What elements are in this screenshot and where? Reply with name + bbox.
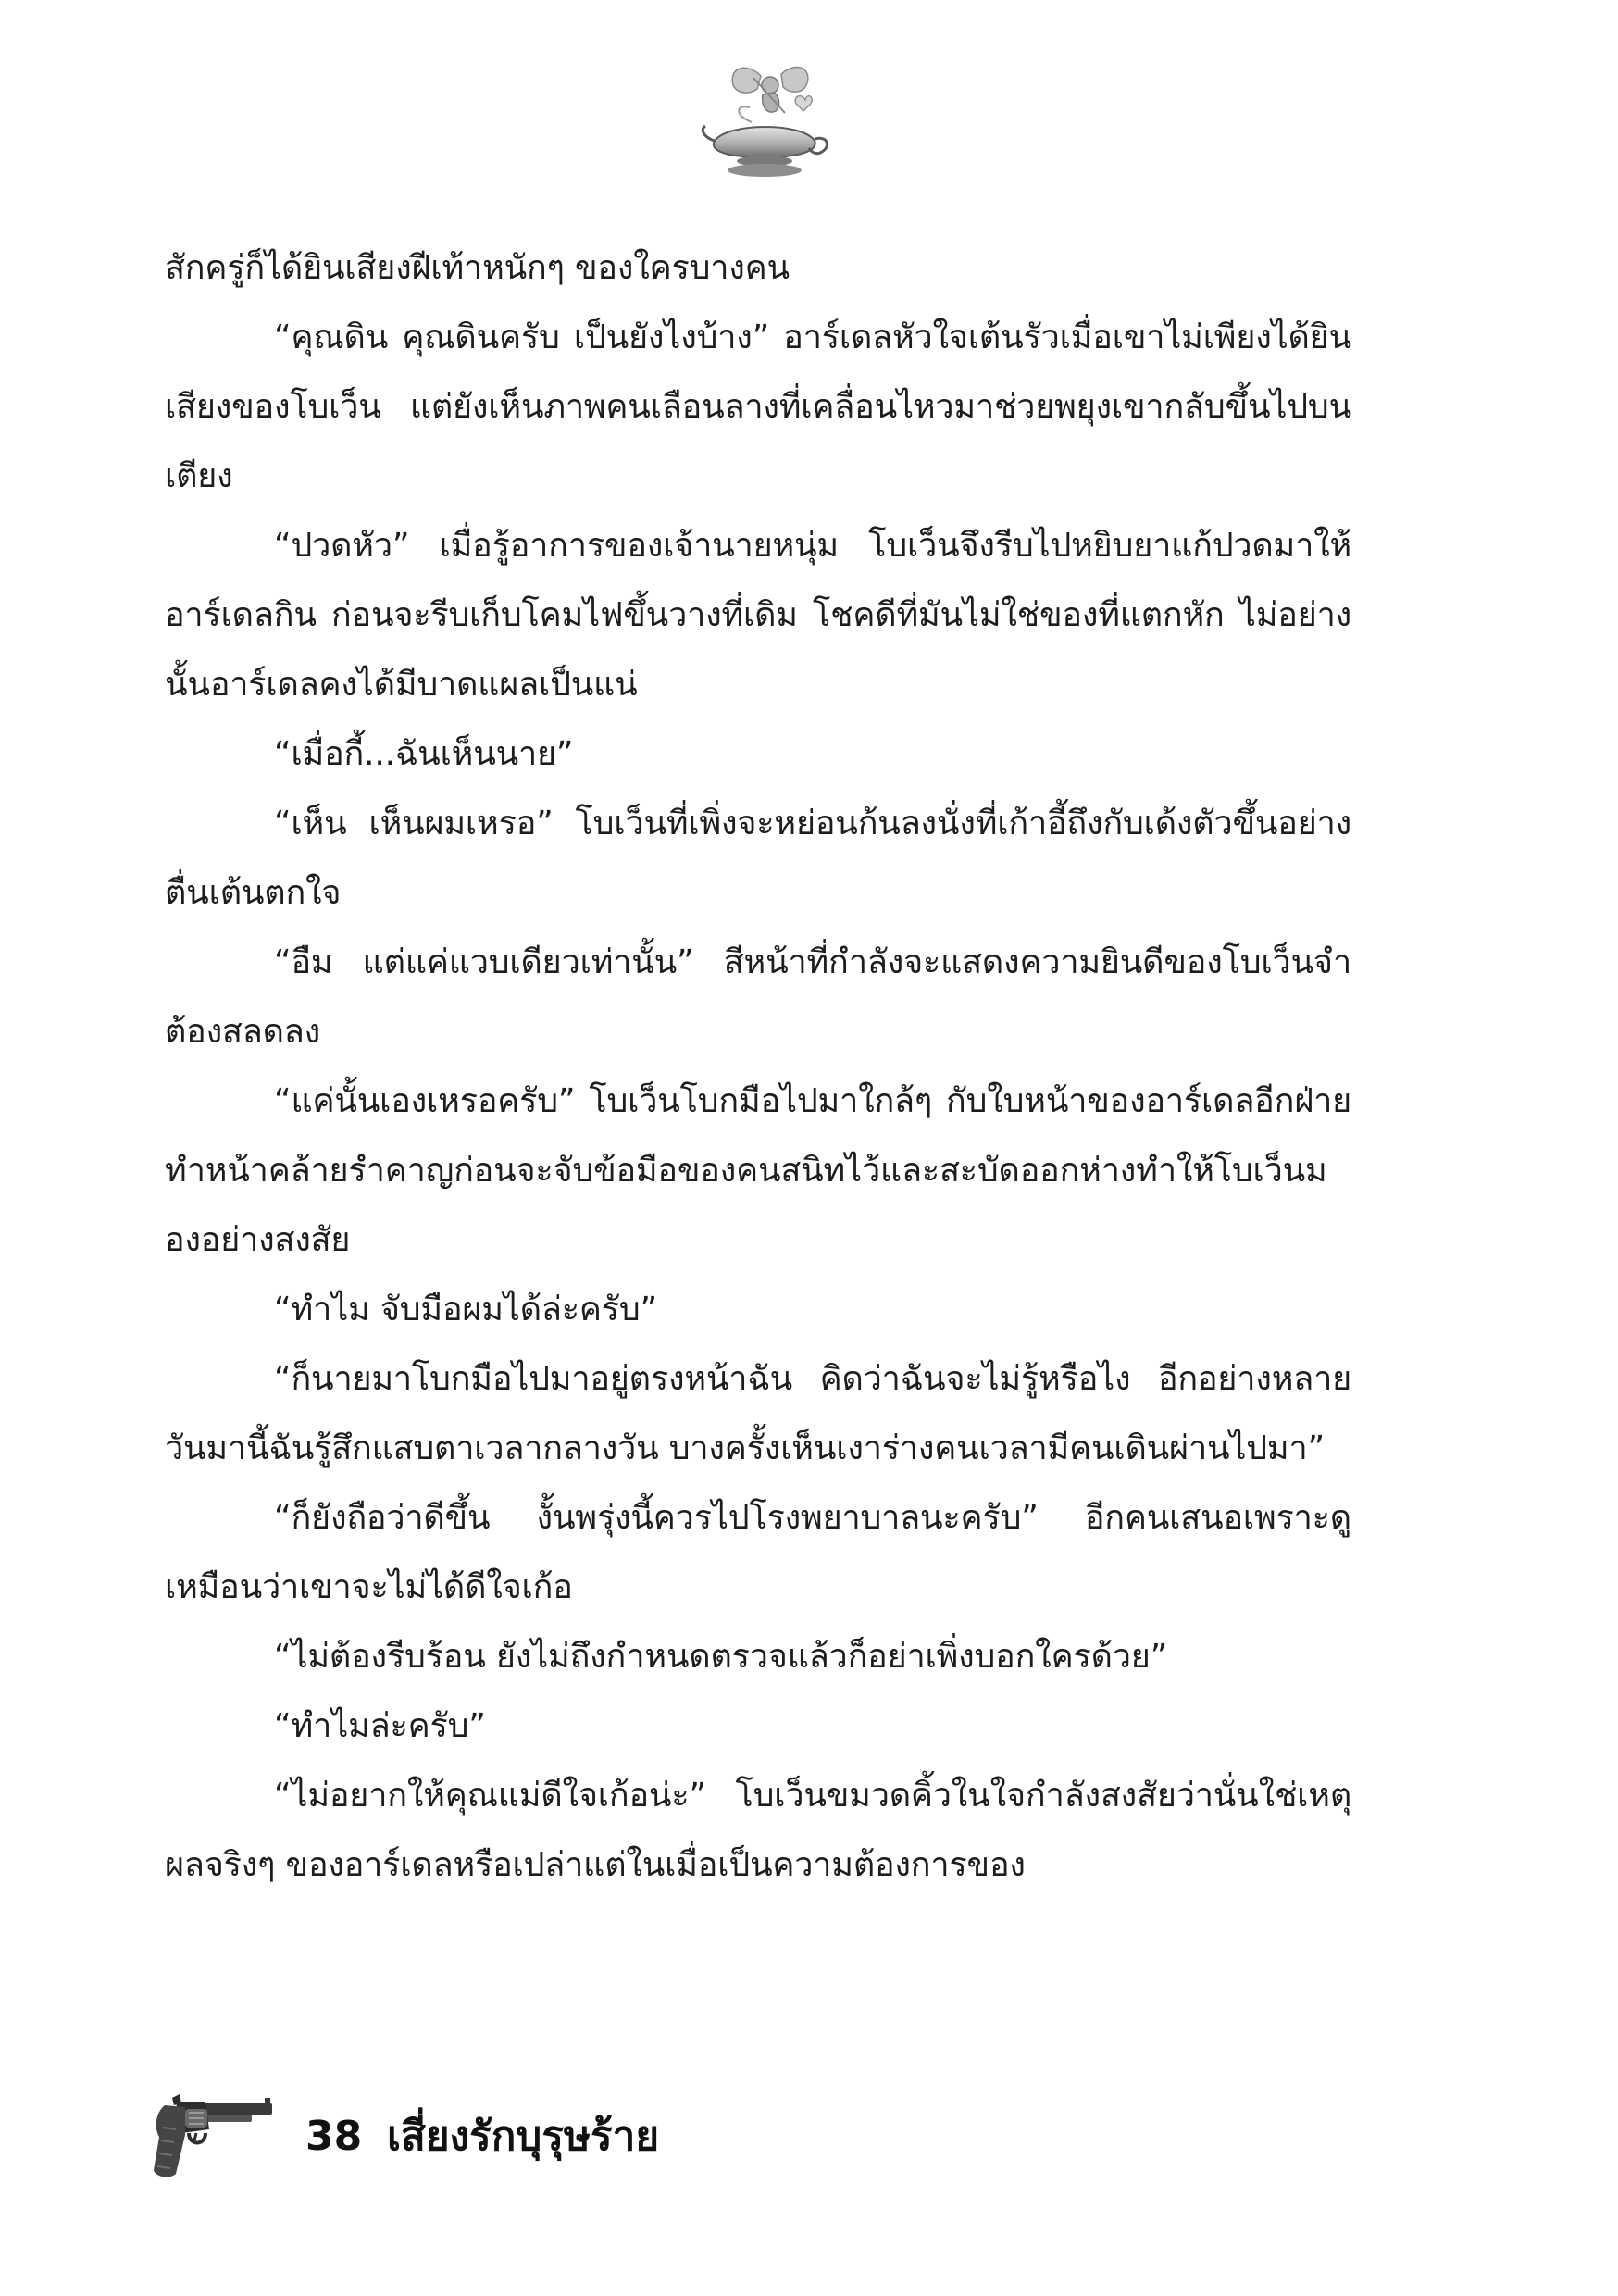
page-number: 38 bbox=[305, 2113, 363, 2160]
paragraph: “เห็น เห็นผมเหรอ” โบเว็นที่เพิ่งจะหย่อนก้นลงนั่งที่เก้าอี้ถึงกับเด้งตัวขึ้นอย่างตื่นเต้นตกใจ bbox=[165, 805, 1351, 912]
paragraph: “ไม่อยากให้คุณแม่ดีใจเก้อน่ะ” โบเว็นขมวดคิ้วในใจกำลังสงสัยว่านั่นใช่เหตุผลจริงๆ ของอาร์เดลหรือเปล่าแต่ในเมื่อเป็นความต้องการของ bbox=[165, 1777, 1351, 1884]
body-text bbox=[165, 233, 1351, 1900]
lamp-with-cupid-icon bbox=[696, 57, 835, 187]
paragraph: “ปวดหัว” เมื่อรู้อาการของเจ้านายหนุ่ม โบเว็นจึงรีบไปหยิบยาแก้ปวดมาให้อาร์เดลกิน ก่อนจะรีบเก็บโคมไฟขึ้นวางที่เดิม โชคดีที่มันไม่ใช่ของที่แตกหัก ไม่อย่างนั้นอาร์เดลคงได้มีบาดแผลเป็นแน่ bbox=[165, 527, 1351, 704]
page-footer bbox=[148, 2090, 981, 2192]
book-title: เสี่ยงรักบุรุษร้าย bbox=[387, 2113, 660, 2160]
revolver-icon bbox=[148, 2090, 276, 2181]
paragraph: “ไม่ต้องรีบร้อน ยังไม่ถึงกำหนดตรวจแล้วก็อย่าเพิ่งบอกใครด้วย” bbox=[274, 1638, 1168, 1676]
paragraph: “อืม แต่แค่แวบเดียวเท่านั้น” สีหน้าที่กำลังจะแสดงความยินดีของโบเว็นจำต้องสลดลง bbox=[165, 943, 1351, 1051]
paragraph: “ทำไม จับมือผมได้ล่ะครับ” bbox=[274, 1291, 657, 1329]
paragraph: “ก็ยังถือว่าดีขึ้น งั้นพรุ่งนี้ควรไปโรงพยาบาลนะครับ” อีกคนเสนอเพราะดูเหมือนว่าเขาจะไม่ได้ดีใจเก้อ bbox=[165, 1499, 1351, 1606]
paragraph: “ทำไมล่ะครับ” bbox=[274, 1707, 486, 1745]
paragraph: สักครู่ก็ได้ยินเสียงฝีเท้าหนักๆ ของใครบางคน bbox=[165, 249, 790, 287]
paragraph: “เมื่อกี้...ฉันเห็นนาย” bbox=[274, 735, 574, 773]
paragraph: “คุณดิน คุณดินครับ เป็นยังไงบ้าง” อาร์เดลหัวใจเต้นรัวเมื่อเขาไม่เพียงได้ยินเสียงของโบเว็น แต่ยังเห็นภาพคนเลือนลางที่เคลื่อนไหวมาช่วยพยุงเขากลับขึ้นไปบนเตียง bbox=[165, 318, 1351, 495]
paragraph: “ก็นายมาโบกมือไปมาอยู่ตรงหน้าฉัน คิดว่าฉันจะไม่รู้หรือไง อีกอย่างหลายวันมานี้ฉันรู้สึกแสบตาเวลากลางวัน บางครั้งเห็นเงาร่างคนเวลามีคนเดินผ่านไปมา” bbox=[165, 1360, 1351, 1467]
paragraph: “แค่นั้นเองเหรอครับ” โบเว็นโบกมือไปมาใกล้ๆ กับใบหน้าของอาร์เดลอีกฝ่ายทำหน้าคล้ายรำคาญก่อนจะจับข้อมือของคนสนิทไว้และสะบัดออกห่างทำให้โบเว็นมองอย่างสงสัย bbox=[165, 1082, 1351, 1259]
